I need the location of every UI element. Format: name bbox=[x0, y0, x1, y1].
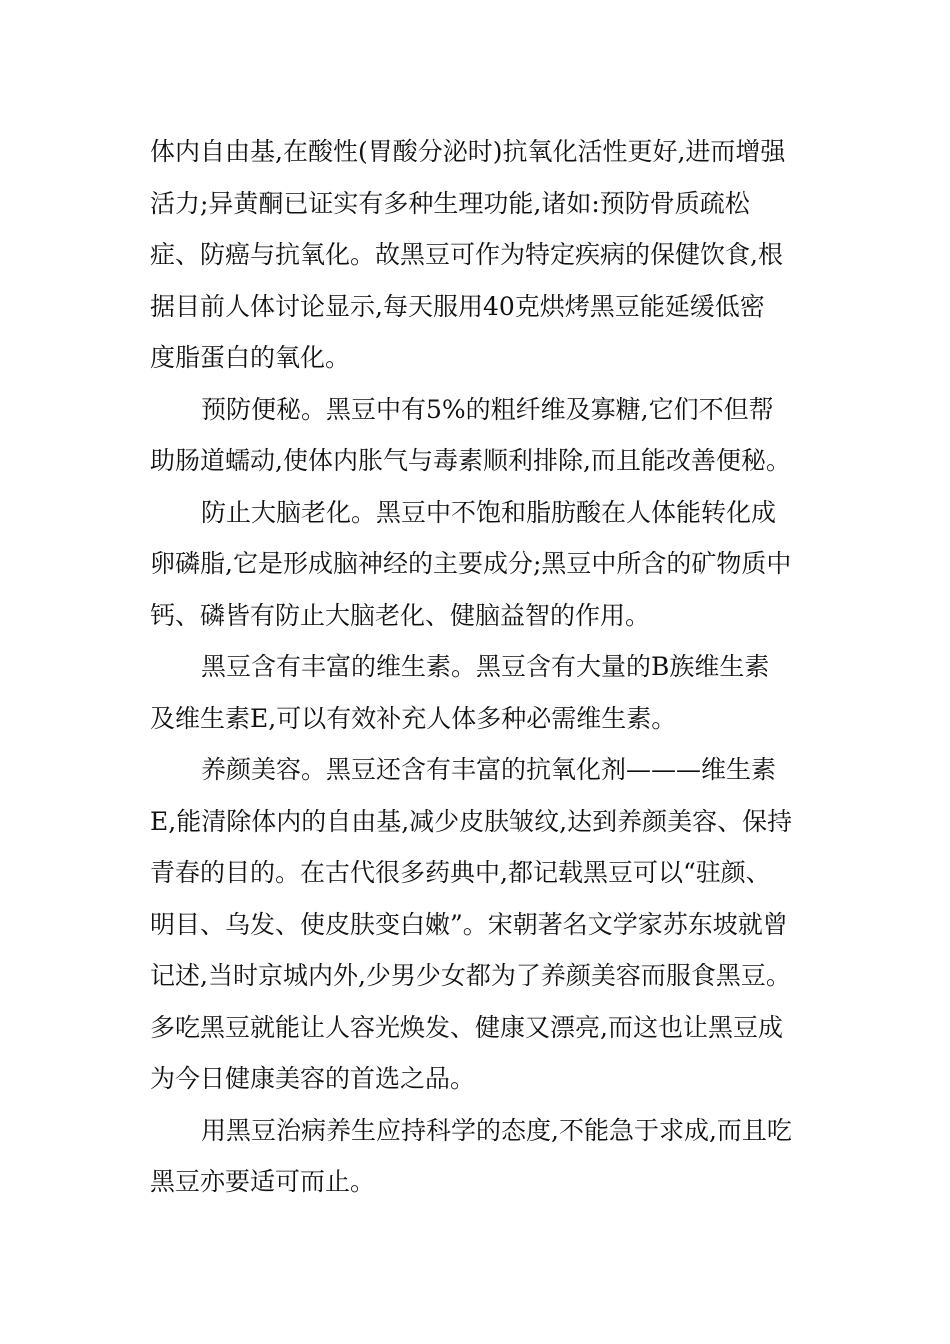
text-line: 及维生素E,可以有效补充人体多种必需维生素。 bbox=[150, 703, 677, 733]
paragraph-first-line: 预防便秘。黑豆中有5%的粗纤维及寡糖,它们不但帮 bbox=[201, 394, 774, 424]
text-line: 黑豆亦要适可而止。 bbox=[150, 1167, 376, 1196]
paragraph-first-line: 防止大脑老化。黑豆中不饱和脂肪酸在人体能转化成 bbox=[201, 497, 777, 527]
text-line: E,能清除体内的自由基,减少皮肤皱纹,达到养颜美容、保持 bbox=[150, 806, 793, 836]
text-line: 青春的目的。在古代很多药典中,都记载黑豆可以“驻颜、 bbox=[150, 858, 771, 887]
text-line: 据目前人体讨论显示,每天服用40克烘烤黑豆能延缓低密 bbox=[150, 291, 765, 321]
text-line: 明目、乌发、使皮肤变白嫩”。宋朝著名文学家苏东坡就曾 bbox=[150, 909, 788, 939]
document-body bbox=[150, 126, 800, 1208]
text-line: 症、防癌与抗氧化。故黑豆可作为特定疾病的保健饮食,根 bbox=[150, 240, 783, 269]
paragraph-first-line: 黑豆含有丰富的维生素。黑豆含有大量的B族维生素 bbox=[201, 652, 770, 681]
text-line: 记述,当时京城内外,少男少女都为了养颜美容而服食黑豆。 bbox=[150, 961, 791, 990]
text-line: 活力;异黄酮已证实有多种生理功能,诸如:预防骨质疏松 bbox=[150, 188, 750, 218]
text-line: 多吃黑豆就能让人容光焕发、健康又漂亮,而这也让黑豆成 bbox=[150, 1012, 783, 1042]
text-line: 度脂蛋白的氧化。 bbox=[150, 343, 351, 372]
text-line: 卵磷脂,它是形成脑神经的主要成分;黑豆中所含的矿物质中 bbox=[150, 549, 792, 578]
text-line: 体内自由基,在酸性(胃酸分泌时)抗氧化活性更好,进而增强 bbox=[150, 137, 786, 166]
paragraph-first-line: 养颜美容。黑豆还含有丰富的抗氧化剂———维生素 bbox=[201, 755, 777, 784]
text-line: 助肠道蠕动,使体内胀气与毒素顺利排除,而且能改善便秘。 bbox=[150, 446, 791, 475]
paragraph-first-line: 用黑豆治病养生应持科学的态度,不能急于求成,而且吃 bbox=[201, 1115, 792, 1145]
text-line: 钙、磷皆有防止大脑老化、健脑益智的作用。 bbox=[150, 600, 651, 630]
text-line: 为今日健康美容的首选之品。 bbox=[150, 1064, 476, 1093]
